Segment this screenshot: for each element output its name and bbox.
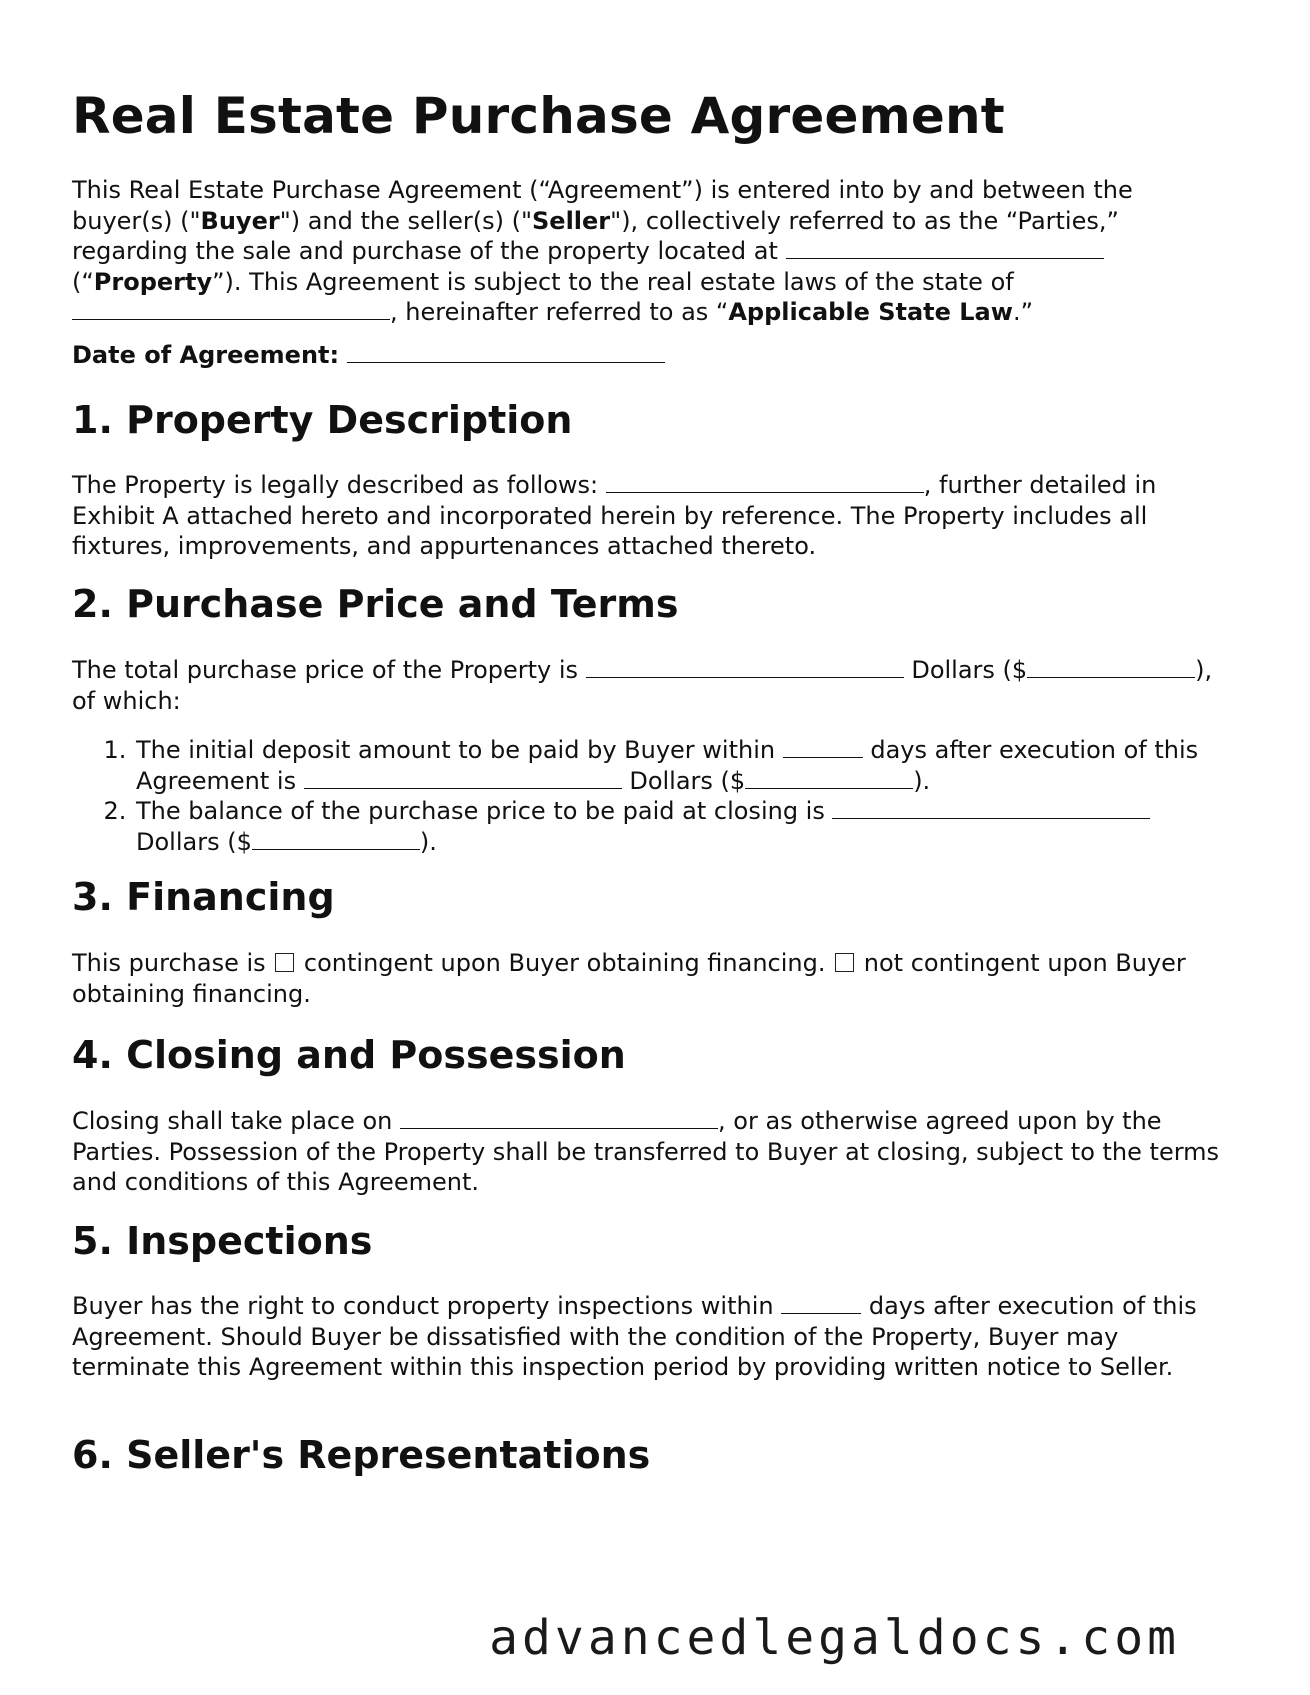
intro-text: ”). This Agreement is subject to the real estate laws of the state of bbox=[212, 267, 1014, 296]
buyer-term: Buyer bbox=[200, 206, 280, 235]
purchase-price-amount-blank[interactable] bbox=[1027, 655, 1195, 678]
property-address-blank[interactable] bbox=[786, 236, 1104, 259]
section-heading-sellers-representations: 6. Seller's Representations bbox=[72, 1433, 651, 1477]
deposit-words-blank[interactable] bbox=[304, 766, 622, 789]
not-contingent-checkbox[interactable] bbox=[835, 953, 854, 972]
list-item bbox=[134, 735, 1232, 796]
section-text: days after execution of this Agreement. Should Buyer be dissatisfied with the condition of the Property, Buyer may terminate this Agreement within this inspection period by providing written notice to Seller. bbox=[72, 1292, 1197, 1381]
section-text: , or as otherwise agreed upon by the Parties. Possession of the Property shall be transferred to Buyer at closing, subject to the terms and conditions of this Agreement. bbox=[72, 1107, 1220, 1196]
intro-text: (“ bbox=[72, 267, 94, 296]
section-text: Buyer has the right to conduct property inspections within bbox=[72, 1292, 782, 1320]
section-text: ). bbox=[419, 827, 437, 856]
balance-amount-blank[interactable] bbox=[252, 827, 420, 850]
section-heading-financing: 3. Financing bbox=[72, 875, 335, 919]
property-term: Property bbox=[93, 267, 213, 296]
list-item bbox=[134, 796, 1232, 857]
section-text: Closing shall take place on bbox=[72, 1107, 401, 1135]
financing-paragraph bbox=[72, 948, 1232, 1009]
intro-paragraph bbox=[72, 175, 1232, 328]
section-text: ). bbox=[913, 766, 931, 795]
legal-description-blank[interactable] bbox=[606, 470, 924, 493]
balance-words-blank[interactable] bbox=[832, 796, 1150, 819]
contingent-checkbox[interactable] bbox=[275, 953, 294, 972]
purchase-price-words-blank[interactable] bbox=[586, 655, 904, 678]
section-text: , further detailed in Exhibit A attached hereto and incorporated herein by reference. The Property includes all fixtures, improvements, and appurtenances attached thereto. bbox=[72, 471, 1157, 560]
applicable-law-term: Applicable State Law bbox=[728, 298, 1013, 326]
section-text: The Property is legally described as follows: bbox=[72, 471, 606, 499]
section-text: ), of which: bbox=[72, 656, 1213, 715]
date-of-agreement-line bbox=[72, 340, 1232, 371]
property-description-paragraph bbox=[72, 470, 1232, 562]
intro-text: .” bbox=[1012, 298, 1033, 326]
inspections-paragraph bbox=[72, 1291, 1232, 1383]
intro-text: , hereinafter referred to as “ bbox=[390, 298, 729, 326]
section-text: The balance of the purchase price to be paid at closing is bbox=[136, 797, 833, 825]
deposit-days-blank[interactable] bbox=[783, 735, 863, 758]
section-text: This purchase is bbox=[72, 949, 274, 977]
intro-text: ") and the seller(s) (" bbox=[279, 206, 533, 235]
section-text: Dollars ($ bbox=[136, 827, 252, 856]
section-heading-closing: 4. Closing and Possession bbox=[72, 1033, 626, 1077]
section-heading-property-description: 1. Property Description bbox=[72, 398, 573, 442]
section-text: The initial deposit amount to be paid by Buyer within bbox=[136, 736, 783, 764]
date-blank[interactable] bbox=[347, 340, 665, 363]
section-text: days after execution of this Agreement is bbox=[136, 736, 1199, 795]
section-text: Dollars ($ bbox=[621, 766, 746, 795]
state-blank[interactable] bbox=[72, 297, 390, 320]
inspection-days-blank[interactable] bbox=[781, 1291, 861, 1314]
closing-date-blank[interactable] bbox=[400, 1106, 718, 1129]
closing-paragraph bbox=[72, 1106, 1232, 1198]
document-title: Real Estate Purchase Agreement bbox=[72, 87, 1005, 145]
section-heading-inspections: 5. Inspections bbox=[72, 1219, 373, 1263]
site-watermark: advancedlegaldocs.com bbox=[489, 1610, 1180, 1666]
purchase-price-paragraph bbox=[72, 655, 1232, 716]
section-heading-purchase-price: 2. Purchase Price and Terms bbox=[72, 582, 679, 626]
section-text: The total purchase price of the Property is bbox=[72, 656, 586, 684]
section-text: Dollars ($ bbox=[903, 656, 1028, 684]
section-text: not contingent upon Buyer obtaining financing. bbox=[72, 949, 1186, 1008]
section-text: contingent upon Buyer obtaining financing. bbox=[296, 949, 834, 977]
intro-text: "), collectively referred to as the “Parties,” regarding the sale and purchase of the property located at bbox=[72, 206, 1119, 265]
seller-term: Seller bbox=[532, 206, 611, 235]
date-label: Date of Agreement: bbox=[72, 341, 340, 369]
intro-text: This Real Estate Purchase Agreement (“Agreement”) is entered into by and between the buyer(s) (" bbox=[72, 176, 1133, 235]
deposit-amount-blank[interactable] bbox=[745, 766, 913, 789]
payment-terms-list bbox=[72, 735, 1232, 857]
